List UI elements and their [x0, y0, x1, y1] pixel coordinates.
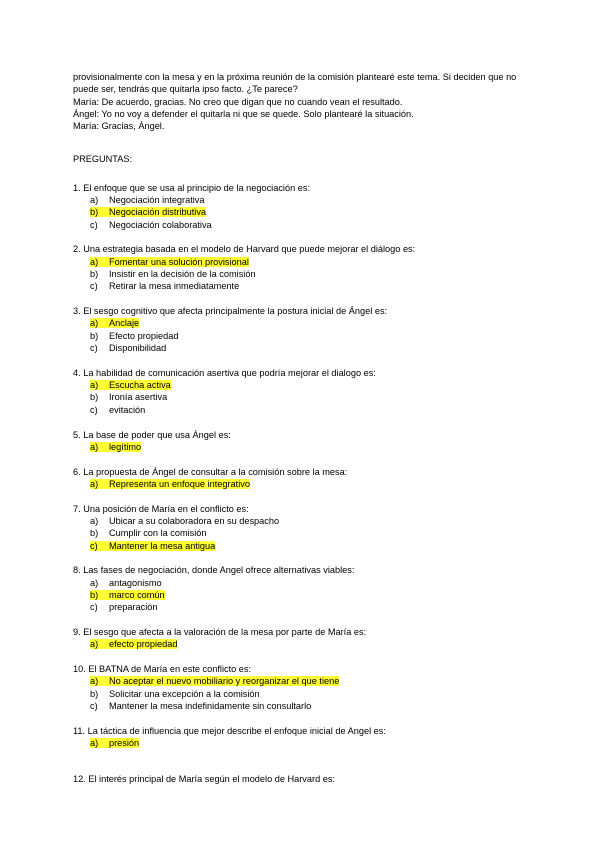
- option-text: Solicitar una excepción a la comisión: [109, 688, 260, 699]
- question-block: [73, 626, 533, 651]
- answer-options: [73, 194, 533, 231]
- answer-option: [90, 540, 533, 552]
- question-block: [73, 725, 533, 750]
- answer-option: [90, 206, 533, 218]
- answer-option: [90, 737, 533, 749]
- option-letter: a): [90, 676, 99, 687]
- answer-options: [73, 478, 533, 490]
- option-text: Ironía asertiva: [109, 392, 168, 403]
- option-letter: a): [90, 195, 99, 206]
- option-text: Disponibilidad: [109, 343, 167, 354]
- option-letter: a): [90, 738, 99, 749]
- answer-option: [90, 700, 533, 712]
- option-letter: b): [90, 528, 99, 539]
- questions-list: [73, 182, 533, 786]
- answer-option: [90, 638, 533, 650]
- option-text: Negociación colaborativa: [109, 219, 212, 230]
- answer-option: [90, 688, 533, 700]
- option-text: legítimo: [109, 441, 142, 452]
- question-text: 8. Las fases de negociación, donde Angel ofrece alternativas viables:: [73, 565, 355, 576]
- question-text: 1. El enfoque que se usa al principio de la negociación es:: [73, 182, 310, 193]
- highlighted-answer: [90, 676, 339, 686]
- question-text: 12. El interés principal de María según el modelo de Harvard es:: [73, 774, 335, 785]
- question-block: [73, 663, 533, 712]
- option-text: Mantener la mesa antigua: [109, 540, 216, 551]
- option-letter: c): [90, 540, 98, 551]
- answer-option: [90, 478, 533, 490]
- option-text: Escucha activa: [109, 380, 171, 391]
- answer-option: [90, 527, 533, 539]
- answer-option: [90, 317, 533, 329]
- answer-options: [73, 256, 533, 293]
- answer-content: [90, 343, 166, 353]
- answer-option: [90, 342, 533, 354]
- answer-content: [90, 392, 167, 402]
- answer-options: [73, 515, 533, 552]
- answer-content: [90, 331, 178, 341]
- answer-content: [90, 281, 239, 291]
- question-text: 7. Una posición de María en el conflicto es:: [73, 503, 249, 514]
- question-text: 10. El BATNA de María en este conflicto es:: [73, 664, 252, 675]
- option-letter: a): [90, 318, 99, 329]
- question-block: [73, 503, 533, 552]
- answer-options: [73, 737, 533, 749]
- answer-content: [90, 195, 205, 205]
- answer-option: [90, 379, 533, 391]
- option-letter: a): [90, 639, 99, 650]
- answer-option: [90, 675, 533, 687]
- answer-content: [90, 269, 256, 279]
- question-block: [73, 305, 533, 354]
- option-text: No aceptar el nuevo mobiliario y reorganizar el que tiene: [109, 676, 340, 687]
- question-block: [73, 182, 533, 231]
- answer-options: [73, 675, 533, 712]
- answer-option: [90, 268, 533, 280]
- option-text: marco común: [109, 590, 165, 600]
- option-text: Negociación distributiva: [109, 207, 207, 218]
- question-text: 4. La habilidad de comunicación asertiva que podría mejorar el dialogo es:: [73, 367, 376, 378]
- option-letter: a): [90, 380, 99, 391]
- option-text: presión: [109, 738, 140, 749]
- answer-option: [90, 256, 533, 268]
- option-text: Mantener la mesa indefinidamente sin consultarlo: [109, 701, 312, 712]
- answer-option: [90, 194, 533, 206]
- option-letter: b): [90, 207, 99, 218]
- answer-option: [90, 441, 533, 453]
- option-letter: c): [90, 404, 98, 415]
- option-text: efecto propiedad: [109, 639, 178, 650]
- answer-content: [90, 689, 260, 699]
- option-letter: c): [90, 602, 98, 613]
- option-letter: b): [90, 590, 99, 600]
- answer-option: [90, 330, 533, 342]
- question-text: 3. El sesgo cognitivo que afecta principalmente la postura inicial de Ángel es:: [73, 306, 388, 317]
- answer-content: [90, 528, 207, 538]
- answer-option: [90, 601, 533, 613]
- option-letter: a): [90, 577, 99, 588]
- answer-options: [73, 379, 533, 416]
- dialogue-excerpt: [73, 71, 533, 132]
- option-letter: a): [90, 478, 99, 489]
- answer-content: [90, 405, 145, 415]
- answer-options: [73, 317, 533, 354]
- option-letter: a): [90, 256, 99, 267]
- option-letter: a): [90, 441, 99, 452]
- option-text: Retirar la mesa inmediatamente: [109, 281, 240, 292]
- option-text: Anclaje: [109, 318, 140, 329]
- option-text: Cumplir con la comisión: [109, 528, 207, 539]
- answer-content: [90, 578, 162, 588]
- question-text: 11. La táctica de influencia que mejor describe el enfoque inicial de Angel es:: [73, 725, 386, 736]
- question-block: [73, 367, 533, 416]
- option-text: Representa un enfoque integrativo: [109, 478, 250, 489]
- option-text: Negociación integrativa: [109, 195, 205, 206]
- question-text: 5. La base de poder que usa Ángel es:: [73, 429, 231, 440]
- highlighted-answer: [90, 380, 171, 390]
- option-letter: b): [90, 330, 99, 341]
- option-text: Efecto propiedad: [109, 330, 179, 341]
- answer-content: [90, 602, 158, 612]
- option-letter: b): [90, 688, 99, 699]
- answer-option: [90, 577, 533, 589]
- answer-option: [90, 391, 533, 403]
- answer-option: [90, 589, 533, 601]
- dialogue-line: María: Gracias, Ángel.: [73, 121, 165, 132]
- highlighted-answer: [90, 541, 215, 551]
- question-text: 9. El sesgo que afecta a la valoración de la mesa por parte de María es:: [73, 627, 367, 638]
- highlighted-answer: [90, 590, 165, 600]
- answer-content: [90, 516, 279, 526]
- option-text: Insistir en la decisión de la comisión: [109, 269, 256, 280]
- answer-option: [90, 219, 533, 231]
- question-text: 2. Una estrategia basada en el modelo de Harvard que puede mejorar el diálogo es:: [73, 244, 416, 255]
- answer-option: [90, 515, 533, 527]
- option-letter: b): [90, 269, 99, 280]
- answer-options: [73, 441, 533, 453]
- answer-option: [90, 280, 533, 292]
- answer-content: [90, 220, 212, 230]
- option-text: Ubicar a su colaboradora en su despacho: [109, 516, 280, 527]
- dialogue-line: Ángel: Yo no voy a defender el quitarla ni que se quede. Solo plantearé la situación.: [73, 108, 414, 119]
- option-letter: c): [90, 343, 98, 354]
- question-block: [73, 243, 533, 292]
- question-text: 6. La propuesta de Ángel de consultar a la comisión sobre la mesa:: [73, 466, 348, 477]
- highlighted-answer: [90, 639, 177, 649]
- highlighted-answer: [90, 442, 141, 452]
- document-page: [73, 71, 533, 798]
- highlighted-answer: [90, 738, 139, 748]
- dialogue-line: provisionalmente con la mesa y en la próxima reunión de la comisión plantearé este tema. Si deciden que no puede ser, tendrás que quitarla ipso facto. ¿Te parece?: [73, 72, 517, 95]
- highlighted-answer: [90, 257, 249, 267]
- option-letter: c): [90, 701, 98, 712]
- dialogue-line: María: De acuerdo, gracias. No creo que digan que no cuando vean el resultado.: [73, 96, 403, 107]
- question-block: [73, 564, 533, 613]
- questions-heading: PREGUNTAS:: [73, 154, 133, 165]
- question-block: [73, 466, 533, 491]
- highlighted-answer: [90, 479, 250, 489]
- option-letter: c): [90, 281, 98, 292]
- answer-options: [73, 577, 533, 614]
- option-text: antagonismo: [109, 577, 162, 588]
- option-letter: a): [90, 516, 99, 527]
- option-text: preparación: [109, 602, 158, 613]
- question-block: [73, 429, 533, 454]
- option-text: Fomentar una solución provisional: [109, 256, 249, 267]
- answer-option: [90, 404, 533, 416]
- highlighted-answer: [90, 318, 139, 328]
- answer-content: [90, 701, 311, 711]
- highlighted-answer: [90, 207, 206, 217]
- answer-options: [73, 638, 533, 650]
- option-text: evitación: [109, 404, 146, 415]
- option-letter: c): [90, 219, 98, 230]
- question-block: [73, 773, 533, 785]
- option-letter: b): [90, 392, 99, 403]
